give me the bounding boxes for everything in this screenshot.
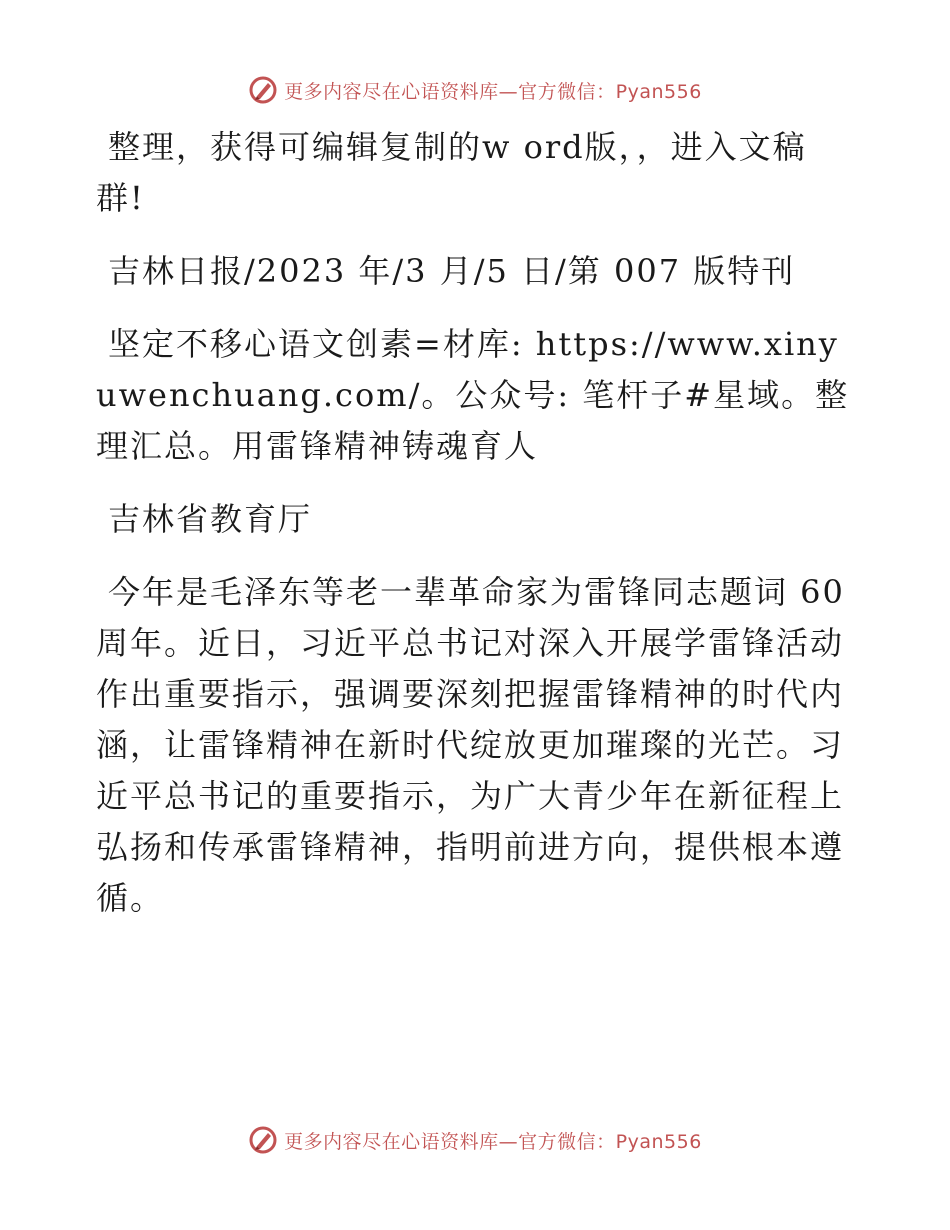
paragraph-author: 吉林省教育厅 (108, 500, 313, 538)
paragraph-intro: 整理，获得可编辑复制的w ord版，，进入文稿群! (96, 128, 807, 217)
paragraph-promo: 坚定不移心语文创素=材库: https://www.xinyuwenchuang.com/。公众号: 笔杆子#星域。整理汇总。用雷锋精神铸魂育人 (96, 325, 850, 465)
footer-banner-account: Pyan556 (615, 1130, 702, 1153)
footer-banner (0, 1120, 950, 1160)
pen-logo-icon (248, 1125, 278, 1155)
paragraph-body: 今年是毛泽东等老一辈革命家为雷锋同志题词 60 周年。近日，习近平总书记对深入开展学雷锋活动作出重要指示，强调要深刻把握雷锋精神的时代内涵，让雷锋精神在新时代绽放更加璀璨的光芒。习近平总书记的重要指示，为广大青少年在新征程上弘扬和传承雷锋精神，指明前进方向，提供根本遵循。 (96, 573, 845, 917)
header-banner-label: 更多内容尽在心语资料库—官方微信： (284, 80, 616, 103)
pen-logo-icon (248, 75, 278, 105)
document-body (96, 122, 852, 946)
header-banner-text (284, 77, 702, 104)
paragraph-source: 吉林日报/2023 年/3 月/5 日/第 007 版特刊 (108, 252, 796, 290)
header-banner (0, 70, 950, 110)
header-banner-account: Pyan556 (615, 80, 702, 103)
footer-banner-label: 更多内容尽在心语资料库—官方微信： (284, 1130, 616, 1153)
footer-banner-text (284, 1127, 702, 1154)
